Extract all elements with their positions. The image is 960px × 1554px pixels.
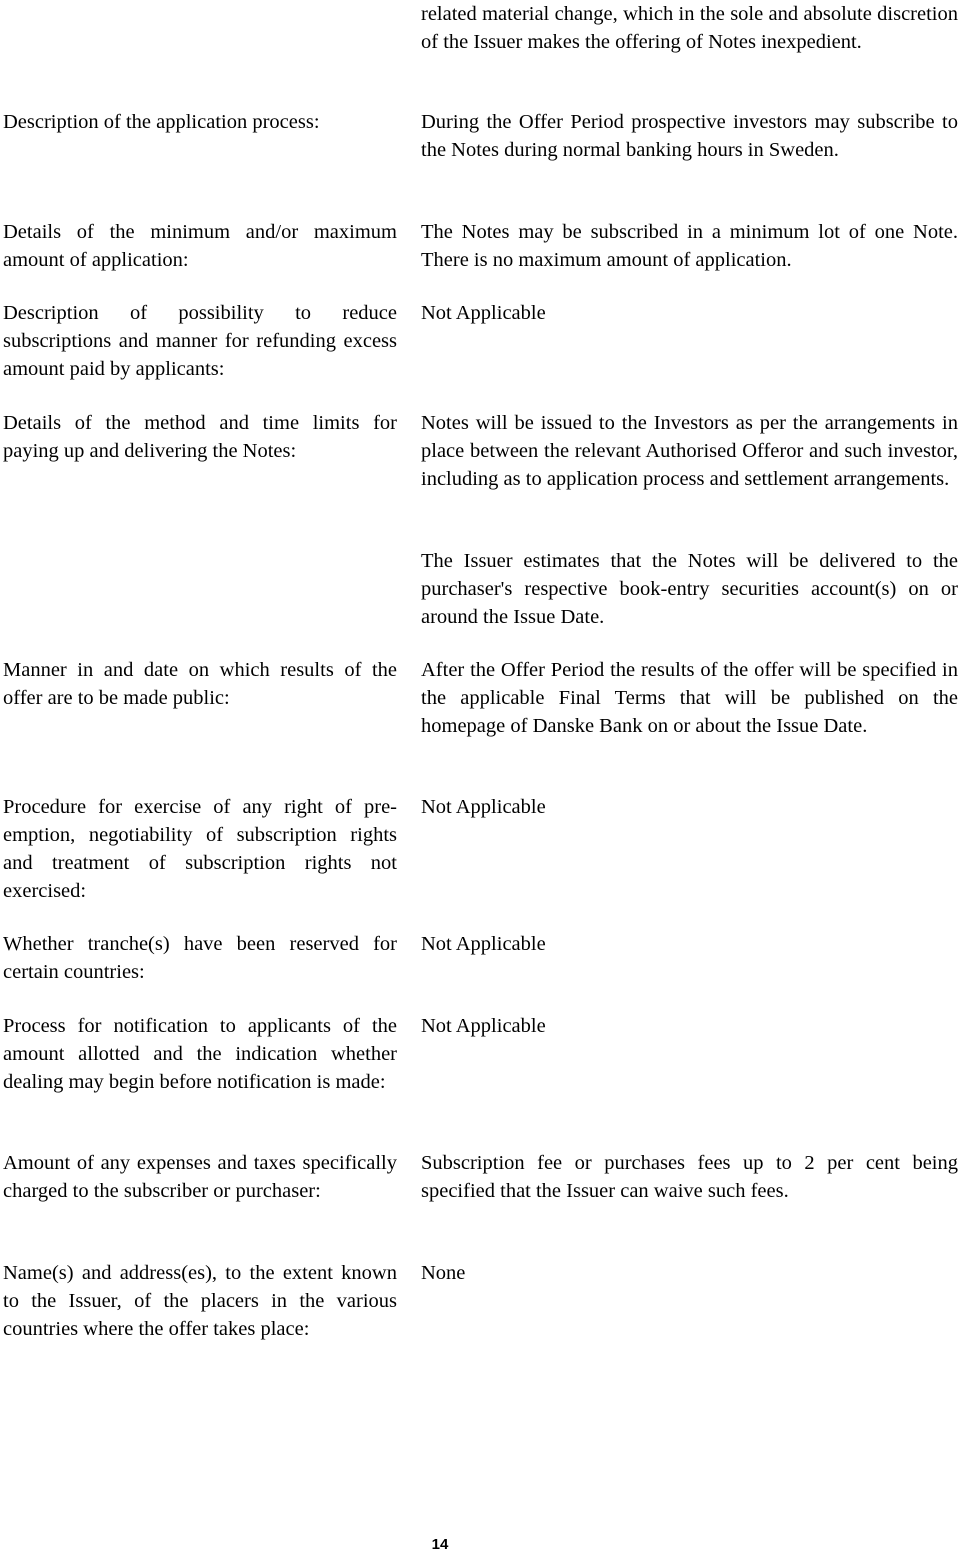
value-pre-emption: Not Applicable — [421, 796, 546, 818]
label-notification-process: Process for notification to applicants of the amount allotted and the indication whether dealing may begin before notification is made: — [3, 1015, 397, 1093]
label-application-process: Description of the application process: — [3, 111, 320, 133]
label-expenses-taxes: Amount of any expenses and taxes specifically charged to the subscriber or purchaser: — [3, 1152, 397, 1202]
value-min-max-amount: The Notes may be subscribed in a minimum lot of one Note. There is no maximum amount of application. — [421, 221, 958, 271]
value-notification-process: Not Applicable — [421, 1015, 546, 1037]
value-tranches-reserved: Not Applicable — [421, 933, 546, 955]
label-results-public: Manner in and date on which results of the offer are to be made public: — [3, 659, 397, 709]
value-expenses-taxes: Subscription fee or purchases fees up to 2 per cent being specified that the Issuer can waive such fees. — [421, 1152, 958, 1202]
label-min-max-amount: Details of the minimum and/or maximum amount of application: — [3, 221, 397, 271]
label-reduce-subscriptions: Description of possibility to reduce subscriptions and manner for refunding excess amount paid by applicants: — [3, 302, 397, 380]
value-placers: None — [421, 1262, 466, 1284]
value-application-process: During the Offer Period prospective investors may subscribe to the Notes during normal banking hours in Sweden. — [421, 111, 958, 161]
label-placers: Name(s) and address(es), to the extent known to the Issuer, of the placers in the various countries where the offer takes place: — [3, 1262, 397, 1340]
label-tranches-reserved: Whether tranche(s) have been reserved for certain countries: — [3, 933, 397, 983]
continuation-text: related material change, which in the sole and absolute discretion of the Issuer makes the offering of Notes inexpedient. — [421, 3, 958, 53]
page-number: 14 — [431, 1536, 449, 1553]
label-paying-delivering: Details of the method and time limits for paying up and delivering the Notes: — [3, 412, 397, 462]
value-reduce-subscriptions: Not Applicable — [421, 302, 546, 324]
value-paying-delivering: Notes will be issued to the Investors as per the arrangements in place between the relevant Authorised Offeror and such investor, including as to application process and settlement arrangements. — [421, 412, 958, 490]
value-results-public: After the Offer Period the results of the offer will be specified in the applicable Final Terms that will be published on the homepage of Danske Bank on or about the Issue Date. — [421, 659, 958, 737]
label-pre-emption: Procedure for exercise of any right of pre-emption, negotiability of subscription rights and treatment of subscription rights not exercised: — [3, 796, 397, 902]
value-paying-delivering-2: The Issuer estimates that the Notes will be delivered to the purchaser's respective book-entry securities account(s) on or around the Issue Date. — [421, 550, 958, 628]
